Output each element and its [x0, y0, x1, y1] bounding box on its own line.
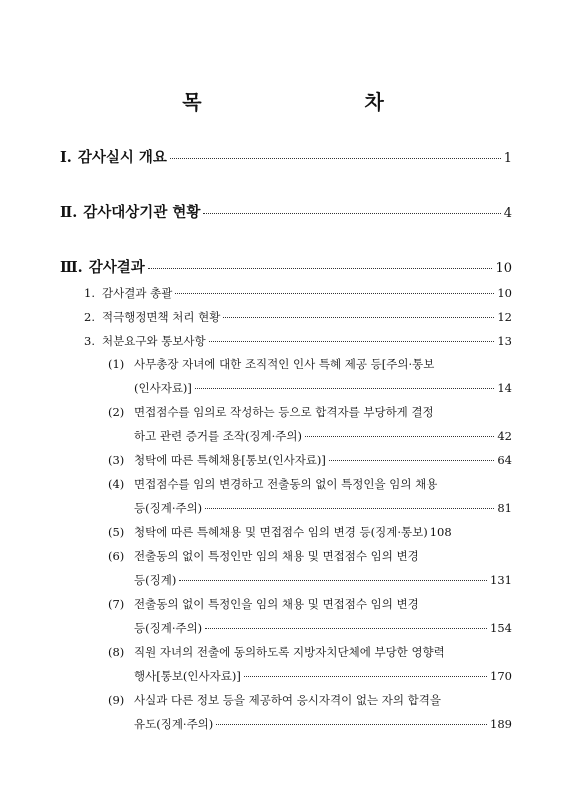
section-label: 감사결과	[88, 259, 145, 276]
toc-subsection-1[interactable]	[84, 285, 512, 301]
item-label: 면접점수를 임의 변경하고 전출동의 없이 특정인을 임의 채용	[134, 477, 438, 491]
toc-item-1-line1[interactable]	[108, 356, 434, 372]
dot-leader	[205, 508, 494, 509]
item-label: 청탁에 따른 특혜채용 및 면접점수 임의 변경 등(징계·통보)	[134, 525, 428, 539]
toc-item-4-line2[interactable]	[134, 500, 512, 516]
item-label: 면접점수를 임의로 작성하는 등으로 합격자를 부당하게 결정	[134, 405, 434, 419]
subsection-number: 2.	[84, 310, 95, 324]
page-number: 10	[497, 286, 512, 300]
subsection-number: 1.	[84, 286, 95, 300]
page-number: 10	[495, 261, 512, 276]
toc-item-1-line2[interactable]	[134, 380, 512, 396]
page-number: 42	[497, 429, 512, 443]
item-number: (9)	[108, 693, 125, 707]
item-number: (6)	[108, 549, 125, 563]
page-number: 12	[497, 310, 512, 324]
dot-leader	[244, 676, 487, 677]
toc-item-9-line2[interactable]	[134, 716, 512, 732]
item-number: (1)	[108, 357, 125, 371]
item-label: 직원 자녀의 전출에 동의하도록 지방자치단체에 부당한 영향력	[134, 645, 445, 659]
toc-item-9-line1[interactable]	[108, 692, 441, 708]
dot-leader	[223, 317, 494, 318]
item-label: 사실과 다른 정보 등을 제공하여 응시자격이 없는 자의 합격을	[134, 693, 441, 707]
item-number: (7)	[108, 597, 125, 611]
toc-item-8-line1[interactable]	[108, 644, 445, 660]
page-number: 189	[490, 717, 512, 731]
toc-item-2-line1[interactable]	[108, 404, 434, 420]
toc-section-3[interactable]	[60, 256, 512, 277]
item-label: 전출동의 없이 특정인만 임의 채용 및 면접점수 임의 변경	[134, 549, 419, 563]
item-label: 사무총장 자녀에 대한 조직적인 인사 특혜 제공 등[주의·통보	[134, 357, 435, 371]
page-number: 1	[503, 151, 512, 166]
page-number: 108	[429, 525, 452, 539]
page-number: 170	[490, 669, 512, 683]
dot-leader	[195, 388, 494, 389]
toc-item-4-line1[interactable]	[108, 476, 437, 492]
item-label-cont: 유도(징계·주의)	[134, 717, 214, 731]
page-number: 4	[503, 206, 512, 221]
item-label: 전출동의 없이 특정인을 임의 채용 및 면접점수 임의 변경	[134, 597, 419, 611]
page-number: 81	[497, 501, 512, 515]
item-number: (5)	[108, 525, 125, 539]
item-label-cont: 등(징계·주의)	[134, 501, 203, 515]
toc-item-6-line2[interactable]	[134, 572, 512, 588]
page-number: 64	[497, 453, 512, 467]
item-number: (2)	[108, 405, 125, 419]
subsection-number: 3.	[84, 334, 95, 348]
section-label: 감사실시 개요	[77, 149, 167, 166]
toc-section-1[interactable]	[60, 146, 512, 167]
toc-item-8-line2[interactable]	[134, 668, 512, 684]
item-number: (4)	[108, 477, 125, 491]
page-number: 14	[497, 381, 512, 395]
item-label: 청탁에 따른 특혜채용[통보(인사자료)]	[134, 453, 326, 467]
section-number: Ⅰ.	[60, 149, 72, 166]
subsection-label: 감사결과 총괄	[102, 286, 173, 300]
dot-leader	[175, 293, 494, 294]
subsection-label: 적극행정면책 처리 현황	[102, 310, 221, 324]
item-number: (8)	[108, 645, 125, 659]
section-label: 감사대상기관 현황	[83, 204, 201, 221]
toc-item-7-line1[interactable]	[108, 596, 419, 612]
dot-leader	[305, 436, 494, 437]
dot-leader	[205, 628, 487, 629]
toc-item-2-line2[interactable]	[134, 428, 512, 444]
page-number: 154	[490, 621, 512, 635]
dot-leader	[148, 268, 493, 269]
toc-title: 목 차	[182, 90, 462, 114]
dot-leader	[179, 580, 487, 581]
dot-leader	[216, 724, 487, 725]
item-label-cont: 행사[통보(인사자료)]	[134, 669, 241, 683]
section-number: Ⅲ.	[60, 259, 83, 276]
item-label-cont: (인사자료)]	[134, 381, 192, 395]
item-number: (3)	[108, 453, 125, 467]
toc-item-3[interactable]	[108, 452, 512, 468]
section-number: Ⅱ.	[60, 204, 78, 221]
toc-subsection-3[interactable]	[84, 333, 512, 349]
item-label-cont: 등(징계·주의)	[134, 621, 203, 635]
page-number: 131	[490, 573, 512, 587]
dot-leader	[170, 158, 501, 159]
toc-subsection-2[interactable]	[84, 309, 512, 325]
toc-item-7-line2[interactable]	[134, 620, 512, 636]
subsection-label: 처분요구와 통보사항	[102, 334, 206, 348]
toc-section-2[interactable]	[60, 201, 512, 222]
dot-leader	[203, 213, 500, 214]
dot-leader	[209, 341, 495, 342]
item-label-cont: 등(징계)	[134, 573, 177, 587]
toc-item-5[interactable]	[108, 524, 514, 540]
page-number: 13	[497, 334, 512, 348]
toc-item-6-line1[interactable]	[108, 548, 419, 564]
item-label-cont: 하고 관련 증거를 조작(징계·주의)	[134, 429, 303, 443]
dot-leader	[329, 460, 494, 461]
